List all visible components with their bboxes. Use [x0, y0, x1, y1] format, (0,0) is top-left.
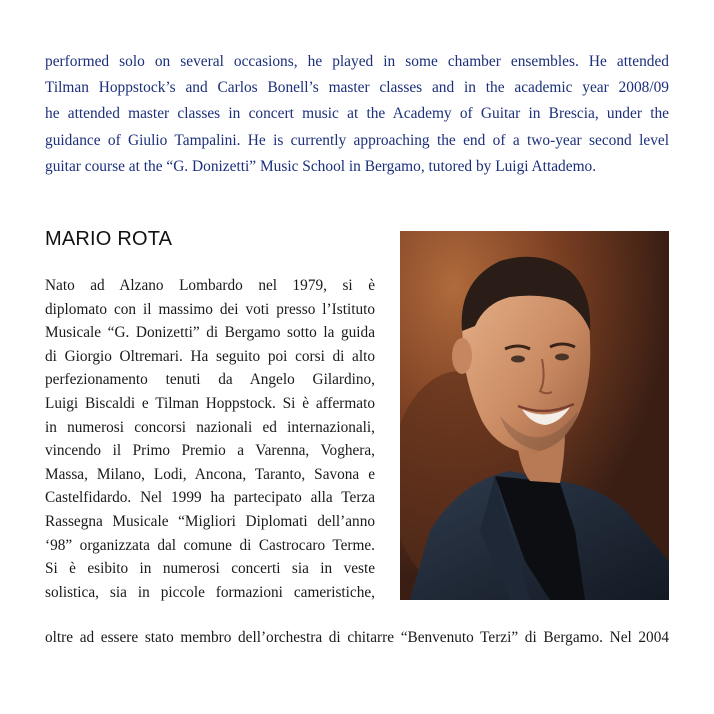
intro-line: performed solo on several occasions, he played in some chamber ensembles. He attended: [45, 53, 669, 70]
bio-line: di Giorgio Oltremari. Ha seguito poi corsi di alto: [45, 347, 375, 365]
bio-line: vincendo il Primo Premio a Varenna, Voghera,: [45, 442, 375, 460]
intro-line: he attended master classes in concert music at the Academy of Guitar in Brescia, under the: [45, 105, 669, 123]
bio-line: solistica, sia in piccole formazioni cameristiche,: [45, 583, 375, 601]
bio-paragraph: [45, 274, 375, 604]
intro-paragraph: [45, 49, 669, 180]
bio-line: in numerosi concorsi nazionali ed internazionali,: [45, 418, 375, 436]
bio-line: perfezionamento tenuti da Angelo Gilardino,: [45, 371, 375, 389]
bio-line: ‘98” organizzata dal comune di Castrocaro Terme.: [45, 536, 375, 554]
bio-line: Rassegna Musicale “Migliori Diplomati dell’anno: [45, 512, 375, 530]
bio-line: diplomato con il massimo dei voti presso l’Istituto: [45, 300, 375, 318]
intro-line: guidance of Giulio Tampalini. He is currently approaching the end of a two-year second level: [45, 131, 669, 149]
intro-line: Tilman Hoppstock’s and Carlos Bonell’s master classes and in the academic year 2008/09: [45, 79, 669, 97]
portrait-photo: [400, 231, 669, 600]
bio-line: Si è esibito in numerosi concerti sia in veste: [45, 560, 375, 578]
bio-continuation: oltre ad essere stato membro dell’orchestra di chitarre “Benvenuto Terzi” di Bergamo. Nel 2004: [45, 629, 669, 646]
section-heading: MARIO ROTA: [45, 228, 173, 250]
bio-line: Nato ad Alzano Lombardo nel 1979, si è: [45, 277, 375, 294]
bio-line: Musicale “G. Donizetti” di Bergamo sotto la guida: [45, 324, 375, 342]
bio-line: Massa, Milano, Lodi, Ancona, Taranto, Savona e: [45, 465, 375, 483]
bio-line: Luigi Biscaldi e Tilman Hoppstock. Si è affermato: [45, 394, 375, 412]
intro-line: guitar course at the “G. Donizetti” Music School in Bergamo, tutored by Luigi Attademo.: [45, 157, 597, 175]
bio-line: Castelfidardo. Nel 1999 ha partecipato alla Terza: [45, 489, 375, 507]
